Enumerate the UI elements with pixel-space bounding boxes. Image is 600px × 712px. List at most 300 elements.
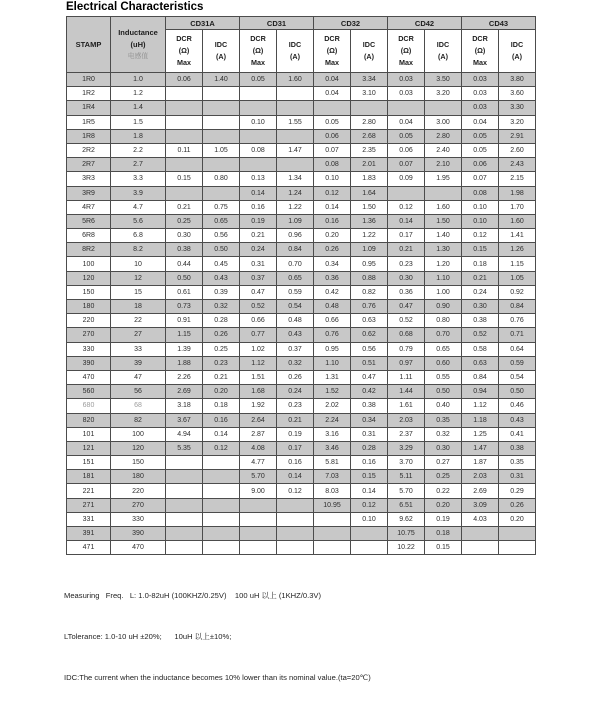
inductance-cell: 39 xyxy=(111,356,166,370)
table-row xyxy=(67,413,536,427)
dcr-value-cd42: 0.68 xyxy=(388,328,425,342)
inductance-cell: 33 xyxy=(111,342,166,356)
idc-value-cd31a xyxy=(203,115,240,129)
idc-subheader-cd42: IDC (A) xyxy=(425,30,462,73)
dcr-value-cd31a: 0.15 xyxy=(166,172,203,186)
inductance-cell: 1.5 xyxy=(111,115,166,129)
idc-value-cd42: 3.20 xyxy=(425,87,462,101)
stamp-cell: 151 xyxy=(67,456,111,470)
table-row xyxy=(67,285,536,299)
idc-value-cd32: 1.83 xyxy=(351,172,388,186)
idc-value-cd31a xyxy=(203,498,240,512)
idc-value-cd32 xyxy=(351,541,388,555)
table-row xyxy=(67,87,536,101)
idc-value-cd32: 0.63 xyxy=(351,314,388,328)
dcr-value-cd31: 0.16 xyxy=(240,200,277,214)
dcr-value-cd42: 0.09 xyxy=(388,172,425,186)
table-row xyxy=(67,243,536,257)
idc-value-cd31 xyxy=(277,512,314,526)
inductance-cell: 270 xyxy=(111,498,166,512)
stamp-cell: 2R2 xyxy=(67,143,111,157)
idc-value-cd31: 0.23 xyxy=(277,399,314,413)
table-row xyxy=(67,470,536,484)
idc-value-cd31a: 0.32 xyxy=(203,300,240,314)
dcr-value-cd31: 0.66 xyxy=(240,314,277,328)
stamp-cell: 8R2 xyxy=(67,243,111,257)
dcr-value-cd42: 2.03 xyxy=(388,413,425,427)
dcr-value-cd42: 1.11 xyxy=(388,370,425,384)
idc-value-cd31: 1.09 xyxy=(277,214,314,228)
dcr-value-cd32: 0.04 xyxy=(314,73,351,87)
dcr-value-cd31 xyxy=(240,129,277,143)
dcr-value-cd42: 5.70 xyxy=(388,484,425,498)
idc-value-cd31 xyxy=(277,527,314,541)
inductance-cell: 56 xyxy=(111,385,166,399)
dcr-value-cd32: 0.26 xyxy=(314,243,351,257)
idc-value-cd43: 1.15 xyxy=(499,257,536,271)
idc-value-cd43: 0.46 xyxy=(499,399,536,413)
dcr-value-cd42: 3.70 xyxy=(388,456,425,470)
idc-value-cd31: 0.70 xyxy=(277,257,314,271)
dcr-value-cd31a xyxy=(166,512,203,526)
group-header-cd43: CD43 xyxy=(462,17,536,30)
dcr-value-cd32: 0.07 xyxy=(314,143,351,157)
dcr-value-cd31 xyxy=(240,512,277,526)
stamp-cell: 4R7 xyxy=(67,200,111,214)
idc-value-cd31a: 1.05 xyxy=(203,143,240,157)
idc-value-cd31a xyxy=(203,158,240,172)
table-row xyxy=(67,200,536,214)
dcr-value-cd32: 0.36 xyxy=(314,271,351,285)
inductance-cell: 100 xyxy=(111,427,166,441)
inductance-cell: 1.2 xyxy=(111,87,166,101)
idc-value-cd32: 0.14 xyxy=(351,484,388,498)
dcr-value-cd32: 0.06 xyxy=(314,129,351,143)
table-row xyxy=(67,129,536,143)
dcr-value-cd32: 2.24 xyxy=(314,413,351,427)
dcr-value-cd32: 0.08 xyxy=(314,158,351,172)
dcr-value-cd42: 1.61 xyxy=(388,399,425,413)
idc-value-cd42: 0.35 xyxy=(425,413,462,427)
idc-value-cd31a: 0.39 xyxy=(203,285,240,299)
idc-value-cd32: 1.64 xyxy=(351,186,388,200)
idc-value-cd42: 0.32 xyxy=(425,427,462,441)
inductance-cell: 68 xyxy=(111,399,166,413)
group-header-cd32: CD32 xyxy=(314,17,388,30)
idc-value-cd31a xyxy=(203,470,240,484)
idc-value-cd31a: 0.21 xyxy=(203,370,240,384)
dcr-value-cd43: 0.21 xyxy=(462,271,499,285)
stamp-cell: 1R4 xyxy=(67,101,111,115)
dcr-value-cd31: 2.64 xyxy=(240,413,277,427)
idc-value-cd43: 0.26 xyxy=(499,498,536,512)
dcr-value-cd31a: 5.35 xyxy=(166,441,203,455)
table-row xyxy=(67,115,536,129)
idc-value-cd31: 0.12 xyxy=(277,484,314,498)
page-title: Electrical Characteristics xyxy=(66,1,204,13)
idc-value-cd31a: 0.23 xyxy=(203,356,240,370)
idc-value-cd42 xyxy=(425,101,462,115)
dcr-value-cd31a: 0.25 xyxy=(166,214,203,228)
idc-value-cd43: 0.38 xyxy=(499,441,536,455)
dcr-value-cd32: 0.12 xyxy=(314,186,351,200)
idc-value-cd31a xyxy=(203,186,240,200)
idc-value-cd43: 0.35 xyxy=(499,456,536,470)
dcr-value-cd31 xyxy=(240,541,277,555)
idc-value-cd42: 0.19 xyxy=(425,512,462,526)
dcr-value-cd31: 1.92 xyxy=(240,399,277,413)
idc-value-cd42: 1.60 xyxy=(425,200,462,214)
dcr-value-cd42: 0.04 xyxy=(388,115,425,129)
dcr-value-cd43: 0.12 xyxy=(462,229,499,243)
idc-value-cd31: 0.37 xyxy=(277,342,314,356)
idc-value-cd42: 0.15 xyxy=(425,541,462,555)
dcr-value-cd43: 0.08 xyxy=(462,186,499,200)
dcr-value-cd42: 3.29 xyxy=(388,441,425,455)
idc-value-cd42: 1.10 xyxy=(425,271,462,285)
dcr-value-cd31: 1.51 xyxy=(240,370,277,384)
idc-value-cd42: 1.40 xyxy=(425,229,462,243)
idc-value-cd42: 2.40 xyxy=(425,143,462,157)
idc-value-cd32: 2.01 xyxy=(351,158,388,172)
dcr-value-cd31: 0.21 xyxy=(240,229,277,243)
dcr-value-cd43: 0.58 xyxy=(462,342,499,356)
stamp-cell: 680 xyxy=(67,399,111,413)
idc-value-cd32: 0.62 xyxy=(351,328,388,342)
idc-value-cd42: 0.65 xyxy=(425,342,462,356)
dcr-value-cd43: 0.18 xyxy=(462,257,499,271)
dcr-value-cd42: 5.11 xyxy=(388,470,425,484)
stamp-cell: 220 xyxy=(67,314,111,328)
idc-value-cd31a: 0.16 xyxy=(203,413,240,427)
idc-value-cd31a: 0.28 xyxy=(203,314,240,328)
idc-value-cd43: 3.80 xyxy=(499,73,536,87)
dcr-value-cd31 xyxy=(240,101,277,115)
dcr-value-cd31a: 0.61 xyxy=(166,285,203,299)
dcr-value-cd42: 0.47 xyxy=(388,300,425,314)
idc-value-cd31 xyxy=(277,129,314,143)
dcr-value-cd42: 0.79 xyxy=(388,342,425,356)
dcr-value-cd31 xyxy=(240,527,277,541)
dcr-value-cd31: 9.00 xyxy=(240,484,277,498)
idc-value-cd43: 0.41 xyxy=(499,427,536,441)
dcr-value-cd31a: 0.30 xyxy=(166,229,203,243)
dcr-value-cd43: 4.03 xyxy=(462,512,499,526)
idc-value-cd31 xyxy=(277,498,314,512)
table-row xyxy=(67,385,536,399)
tolerance-note: LTolerance: 1.0-10 uH ±20%; 10uH 以上±10%; xyxy=(64,631,232,641)
idc-value-cd43: 0.20 xyxy=(499,512,536,526)
idc-value-cd42: 0.18 xyxy=(425,527,462,541)
dcr-value-cd32: 0.04 xyxy=(314,87,351,101)
idc-value-cd31a xyxy=(203,101,240,115)
table-row xyxy=(67,214,536,228)
inductance-cell: 470 xyxy=(111,541,166,555)
idc-value-cd42: 0.20 xyxy=(425,498,462,512)
idc-subheader-cd32: IDC (A) xyxy=(351,30,388,73)
inductance-cell: 180 xyxy=(111,470,166,484)
dcr-value-cd42 xyxy=(388,101,425,115)
dcr-value-cd31a: 0.11 xyxy=(166,143,203,157)
dcr-value-cd43 xyxy=(462,541,499,555)
dcr-value-cd31: 0.08 xyxy=(240,143,277,157)
idc-subheader-cd31: IDC (A) xyxy=(277,30,314,73)
group-header-cd42: CD42 xyxy=(388,17,462,30)
idc-value-cd31a xyxy=(203,527,240,541)
dcr-value-cd31a xyxy=(166,470,203,484)
dcr-value-cd31a: 1.88 xyxy=(166,356,203,370)
dcr-value-cd32: 0.16 xyxy=(314,214,351,228)
dcr-value-cd32 xyxy=(314,527,351,541)
idc-value-cd42: 1.95 xyxy=(425,172,462,186)
dcr-value-cd42: 0.36 xyxy=(388,285,425,299)
idc-value-cd42 xyxy=(425,186,462,200)
dcr-value-cd31a: 3.67 xyxy=(166,413,203,427)
dcr-value-cd31: 0.37 xyxy=(240,271,277,285)
stamp-cell: 270 xyxy=(67,328,111,342)
table-row xyxy=(67,229,536,243)
table-row xyxy=(67,342,536,356)
stamp-cell: 470 xyxy=(67,370,111,384)
idc-value-cd31: 0.26 xyxy=(277,370,314,384)
idc-value-cd32: 0.38 xyxy=(351,399,388,413)
table-row xyxy=(67,484,536,498)
table-row xyxy=(67,143,536,157)
idc-value-cd31: 1.55 xyxy=(277,115,314,129)
dcr-subheader-cd31a: DCR (Ω) Max xyxy=(166,30,203,73)
dcr-value-cd43: 0.10 xyxy=(462,214,499,228)
dcr-value-cd31a: 4.94 xyxy=(166,427,203,441)
dcr-value-cd31: 2.87 xyxy=(240,427,277,441)
idc-value-cd31: 0.14 xyxy=(277,470,314,484)
idc-value-cd32: 0.76 xyxy=(351,300,388,314)
inductance-cell: 22 xyxy=(111,314,166,328)
idc-value-cd42: 0.40 xyxy=(425,399,462,413)
dcr-value-cd32: 0.48 xyxy=(314,300,351,314)
idc-value-cd43: 0.64 xyxy=(499,342,536,356)
idc-value-cd31: 0.54 xyxy=(277,300,314,314)
idc-value-cd31a: 0.20 xyxy=(203,385,240,399)
idc-value-cd32: 2.35 xyxy=(351,143,388,157)
idc-value-cd43: 1.60 xyxy=(499,214,536,228)
dcr-value-cd42: 0.30 xyxy=(388,271,425,285)
dcr-value-cd31 xyxy=(240,87,277,101)
idc-value-cd43: 3.20 xyxy=(499,115,536,129)
dcr-subheader-cd31: DCR (Ω) Max xyxy=(240,30,277,73)
table-body xyxy=(67,73,536,555)
inductance-cell: 390 xyxy=(111,527,166,541)
idc-value-cd31: 0.16 xyxy=(277,456,314,470)
idc-value-cd43: 0.29 xyxy=(499,484,536,498)
dcr-value-cd32: 0.20 xyxy=(314,229,351,243)
inductance-cell: 150 xyxy=(111,456,166,470)
idc-value-cd43: 0.50 xyxy=(499,385,536,399)
dcr-value-cd32: 2.02 xyxy=(314,399,351,413)
dcr-value-cd31a xyxy=(166,456,203,470)
idc-value-cd32: 0.28 xyxy=(351,441,388,455)
idc-value-cd31a xyxy=(203,512,240,526)
idc-value-cd32: 1.36 xyxy=(351,214,388,228)
dcr-value-cd42: 0.23 xyxy=(388,257,425,271)
idc-value-cd31: 0.59 xyxy=(277,285,314,299)
idc-value-cd31a: 0.65 xyxy=(203,214,240,228)
dcr-value-cd43: 1.18 xyxy=(462,413,499,427)
idc-value-cd31a xyxy=(203,456,240,470)
dcr-value-cd31a xyxy=(166,115,203,129)
idc-value-cd42: 3.50 xyxy=(425,73,462,87)
dcr-value-cd43: 0.03 xyxy=(462,101,499,115)
dcr-value-cd43: 0.38 xyxy=(462,314,499,328)
dcr-value-cd42: 0.07 xyxy=(388,158,425,172)
table-row xyxy=(67,158,536,172)
inductance-cell: 1.0 xyxy=(111,73,166,87)
idc-value-cd43: 1.26 xyxy=(499,243,536,257)
table-header xyxy=(67,17,536,73)
dcr-value-cd31a xyxy=(166,129,203,143)
idc-value-cd32: 3.10 xyxy=(351,87,388,101)
idc-value-cd31a: 0.14 xyxy=(203,427,240,441)
idc-value-cd32: 0.82 xyxy=(351,285,388,299)
idc-value-cd31: 0.43 xyxy=(277,328,314,342)
dcr-value-cd31a xyxy=(166,87,203,101)
group-header-cd31: CD31 xyxy=(240,17,314,30)
inductance-cell: 4.7 xyxy=(111,200,166,214)
idc-value-cd42: 0.22 xyxy=(425,484,462,498)
dcr-value-cd31a xyxy=(166,484,203,498)
table-row xyxy=(67,527,536,541)
idc-value-cd32: 2.68 xyxy=(351,129,388,143)
dcr-value-cd43: 0.52 xyxy=(462,328,499,342)
dcr-subheader-cd43: DCR (Ω) Max xyxy=(462,30,499,73)
dcr-value-cd31a: 1.15 xyxy=(166,328,203,342)
dcr-value-cd43: 0.10 xyxy=(462,200,499,214)
idc-value-cd31a: 0.26 xyxy=(203,328,240,342)
table-row xyxy=(67,172,536,186)
stamp-cell: 150 xyxy=(67,285,111,299)
dcr-value-cd31: 4.08 xyxy=(240,441,277,455)
idc-value-cd31: 0.84 xyxy=(277,243,314,257)
group-header-cd31a: CD31A xyxy=(166,17,240,30)
footer-notes xyxy=(64,562,371,712)
table-row xyxy=(67,456,536,470)
dcr-value-cd32: 0.05 xyxy=(314,115,351,129)
dcr-value-cd32 xyxy=(314,512,351,526)
dcr-value-cd32: 7.03 xyxy=(314,470,351,484)
dcr-value-cd31: 0.14 xyxy=(240,186,277,200)
idc-value-cd32: 1.22 xyxy=(351,229,388,243)
stamp-cell: 3R3 xyxy=(67,172,111,186)
dcr-value-cd31a: 0.21 xyxy=(166,200,203,214)
dcr-value-cd43: 1.47 xyxy=(462,441,499,455)
dcr-value-cd31a: 0.06 xyxy=(166,73,203,87)
idc-value-cd32: 0.47 xyxy=(351,370,388,384)
dcr-value-cd43: 0.94 xyxy=(462,385,499,399)
idc-value-cd31a: 1.40 xyxy=(203,73,240,87)
dcr-value-cd42: 1.44 xyxy=(388,385,425,399)
dcr-value-cd42 xyxy=(388,186,425,200)
stamp-column-header: STAMP xyxy=(67,17,111,73)
idc-value-cd43: 0.76 xyxy=(499,314,536,328)
dcr-value-cd32: 10.95 xyxy=(314,498,351,512)
dcr-value-cd31a: 2.69 xyxy=(166,385,203,399)
dcr-subheader-cd42: DCR (Ω) Max xyxy=(388,30,425,73)
dcr-value-cd31a: 0.73 xyxy=(166,300,203,314)
dcr-value-cd42: 10.75 xyxy=(388,527,425,541)
dcr-value-cd31: 1.68 xyxy=(240,385,277,399)
dcr-value-cd43: 0.30 xyxy=(462,300,499,314)
idc-value-cd31a: 0.12 xyxy=(203,441,240,455)
dcr-value-cd32: 0.42 xyxy=(314,285,351,299)
dcr-value-cd43: 0.03 xyxy=(462,73,499,87)
inductance-cell: 1.4 xyxy=(111,101,166,115)
idc-value-cd42: 0.55 xyxy=(425,370,462,384)
idc-value-cd43: 0.54 xyxy=(499,370,536,384)
idc-value-cd31a xyxy=(203,87,240,101)
dcr-value-cd32: 0.95 xyxy=(314,342,351,356)
dcr-value-cd43 xyxy=(462,527,499,541)
inductance-cell: 15 xyxy=(111,285,166,299)
stamp-cell: 271 xyxy=(67,498,111,512)
dcr-value-cd31: 5.70 xyxy=(240,470,277,484)
idc-value-cd31a: 0.18 xyxy=(203,399,240,413)
idc-subheader-cd43: IDC (A) xyxy=(499,30,536,73)
stamp-cell: 120 xyxy=(67,271,111,285)
idc-value-cd42: 0.25 xyxy=(425,470,462,484)
dcr-value-cd32: 0.34 xyxy=(314,257,351,271)
idc-value-cd32: 0.56 xyxy=(351,342,388,356)
idc-value-cd31: 0.48 xyxy=(277,314,314,328)
dcr-value-cd43: 0.04 xyxy=(462,115,499,129)
idc-value-cd32: 0.16 xyxy=(351,456,388,470)
inductance-cell: 6.8 xyxy=(111,229,166,243)
inductance-cell: 2.2 xyxy=(111,143,166,157)
idc-value-cd32: 0.31 xyxy=(351,427,388,441)
inductance-cell: 47 xyxy=(111,370,166,384)
dcr-value-cd42: 2.37 xyxy=(388,427,425,441)
dcr-value-cd32 xyxy=(314,541,351,555)
dcr-value-cd31a: 2.26 xyxy=(166,370,203,384)
dcr-value-cd43: 0.03 xyxy=(462,87,499,101)
dcr-value-cd31: 0.10 xyxy=(240,115,277,129)
dcr-value-cd32: 0.76 xyxy=(314,328,351,342)
dcr-value-cd32 xyxy=(314,101,351,115)
inductance-cell: 10 xyxy=(111,257,166,271)
dcr-value-cd43: 2.69 xyxy=(462,484,499,498)
stamp-cell: 221 xyxy=(67,484,111,498)
idc-value-cd42: 0.27 xyxy=(425,456,462,470)
idc-value-cd42: 2.80 xyxy=(425,129,462,143)
stamp-cell: 181 xyxy=(67,470,111,484)
dcr-value-cd32: 0.66 xyxy=(314,314,351,328)
idc-value-cd42: 1.30 xyxy=(425,243,462,257)
stamp-cell: 1R5 xyxy=(67,115,111,129)
idc-value-cd32: 0.15 xyxy=(351,470,388,484)
idc-value-cd32: 0.42 xyxy=(351,385,388,399)
dcr-value-cd31a: 0.50 xyxy=(166,271,203,285)
idc-value-cd31a xyxy=(203,129,240,143)
stamp-cell: 1R2 xyxy=(67,87,111,101)
stamp-cell: 330 xyxy=(67,342,111,356)
idc-value-cd32: 1.50 xyxy=(351,200,388,214)
idc-value-cd31 xyxy=(277,158,314,172)
idc-value-cd43: 0.92 xyxy=(499,285,536,299)
dcr-value-cd31: 0.05 xyxy=(240,73,277,87)
stamp-cell: 121 xyxy=(67,441,111,455)
idc-value-cd32 xyxy=(351,101,388,115)
dcr-value-cd31: 1.02 xyxy=(240,342,277,356)
idc-value-cd42: 1.00 xyxy=(425,285,462,299)
dcr-value-cd31a: 0.91 xyxy=(166,314,203,328)
